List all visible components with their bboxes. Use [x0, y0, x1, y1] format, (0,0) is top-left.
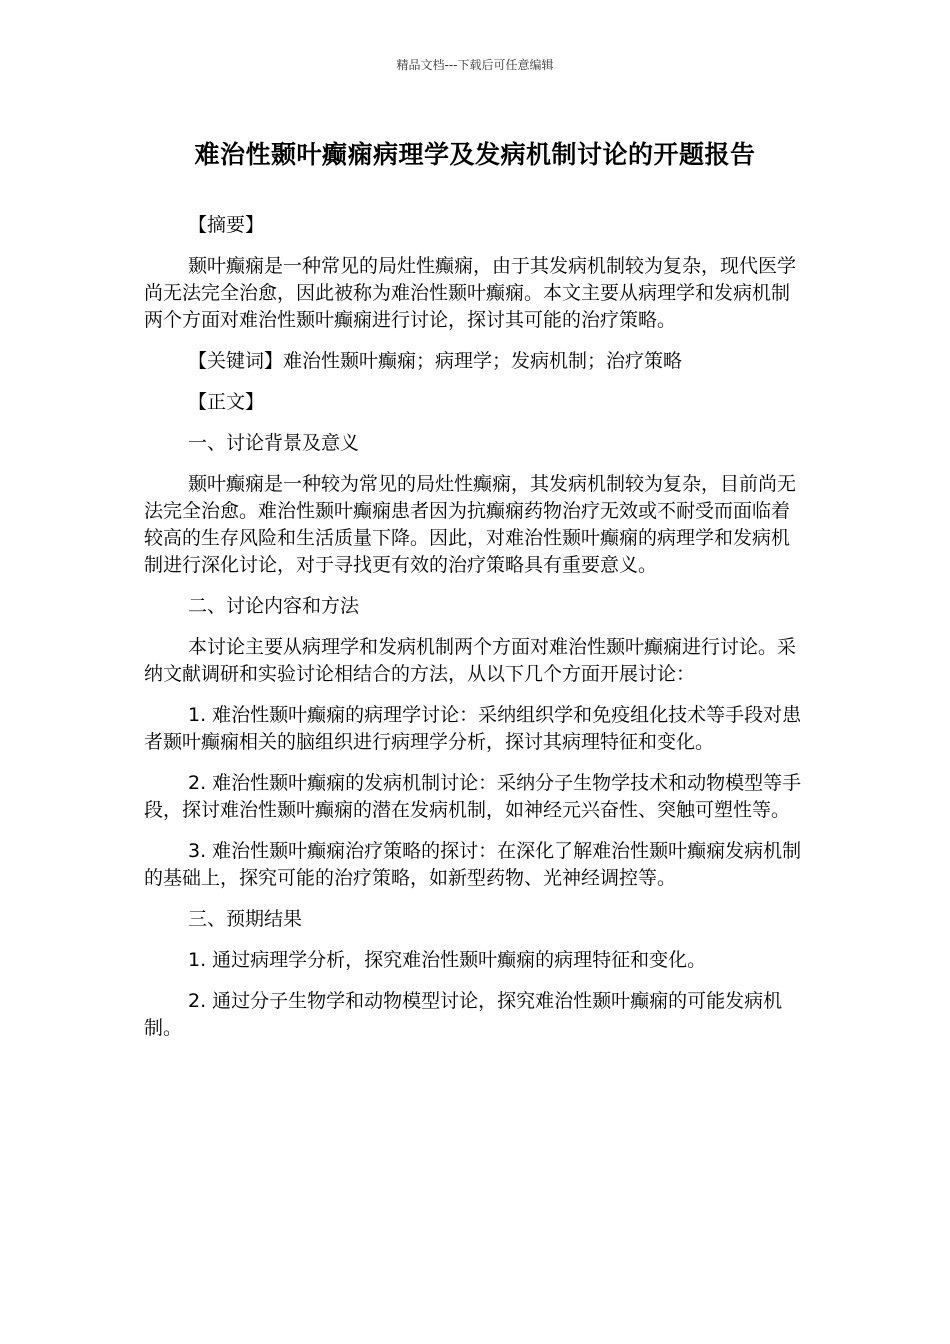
section-heading-results: 三、预期结果 [188, 908, 303, 930]
body-heading: 【正文】 [188, 391, 265, 413]
result-item-1: 1. 通过病理学分析，探究难治性颞叶癫痫的病理特征和变化。 [188, 949, 707, 971]
content-item-3: 3. 难治性颞叶癫痫治疗策略的探讨：在深化了解难治性颞叶癫痫发病机制的基础上，探究可能的治疗策略，如新型药物、光神经调控等。 [144, 840, 802, 889]
section-heading-content: 二、讨论内容和方法 [188, 595, 360, 617]
abstract-heading: 【摘要】 [188, 214, 265, 236]
background-paragraph: 颞叶癫痫是一种较为常见的局灶性癫痫，其发病机制较为复杂，目前尚无法完全治愈。难治性颞叶癫痫患者因为抗癫痫药物治疗无效或不耐受而面临着较高的生存风险和生活质量下降。因此，对难治性颞叶癫痫的病理学和发病机制进行深化讨论，对于寻找更有效的治疗策略具有重要意义。 [144, 473, 797, 576]
header-note: 精品文档---下载后可任意编辑 [396, 58, 554, 72]
abstract-paragraph: 颞叶癫痫是一种常见的局灶性癫痫，由于其发病机制较为复杂，现代医学尚无法完全治愈，因此被称为难治性颞叶癫痫。本文主要从病理学和发病机制两个方面对难治性颞叶癫痫进行讨论，探讨其可能的治疗策略。 [144, 255, 797, 331]
section-heading-background: 一、讨论背景及意义 [188, 432, 360, 454]
result-item-2: 2. 通过分子生物学和动物模型讨论，探究难治性颞叶癫痫的可能发病机制。 [144, 990, 783, 1039]
keywords-paragraph: 【关键词】难治性颞叶癫痫；病理学；发病机制；治疗策略 [188, 350, 683, 372]
content-item-1: 1. 难治性颞叶癫痫的病理学讨论：采纳组织学和免疫组化技术等手段对患者颞叶癫痫相关的脑组织进行病理学分析，探讨其病理特征和变化。 [144, 704, 802, 753]
document-body [144, 212, 804, 1056]
content-item-2: 2. 难治性颞叶癫痫的发病机制讨论：采纳分子生物学技术和动物模型等手段，探讨难治性颞叶癫痫的潜在发病机制，如神经元兴奋性、突触可塑性等。 [144, 772, 802, 821]
document-title: 难治性颞叶癫痫病理学及发病机制讨论的开题报告 [194, 140, 756, 169]
content-intro-paragraph: 本讨论主要从病理学和发病机制两个方面对难治性颞叶癫痫进行讨论。采纳文献调研和实验讨论相结合的方法，从以下几个方面开展讨论： [144, 636, 797, 685]
